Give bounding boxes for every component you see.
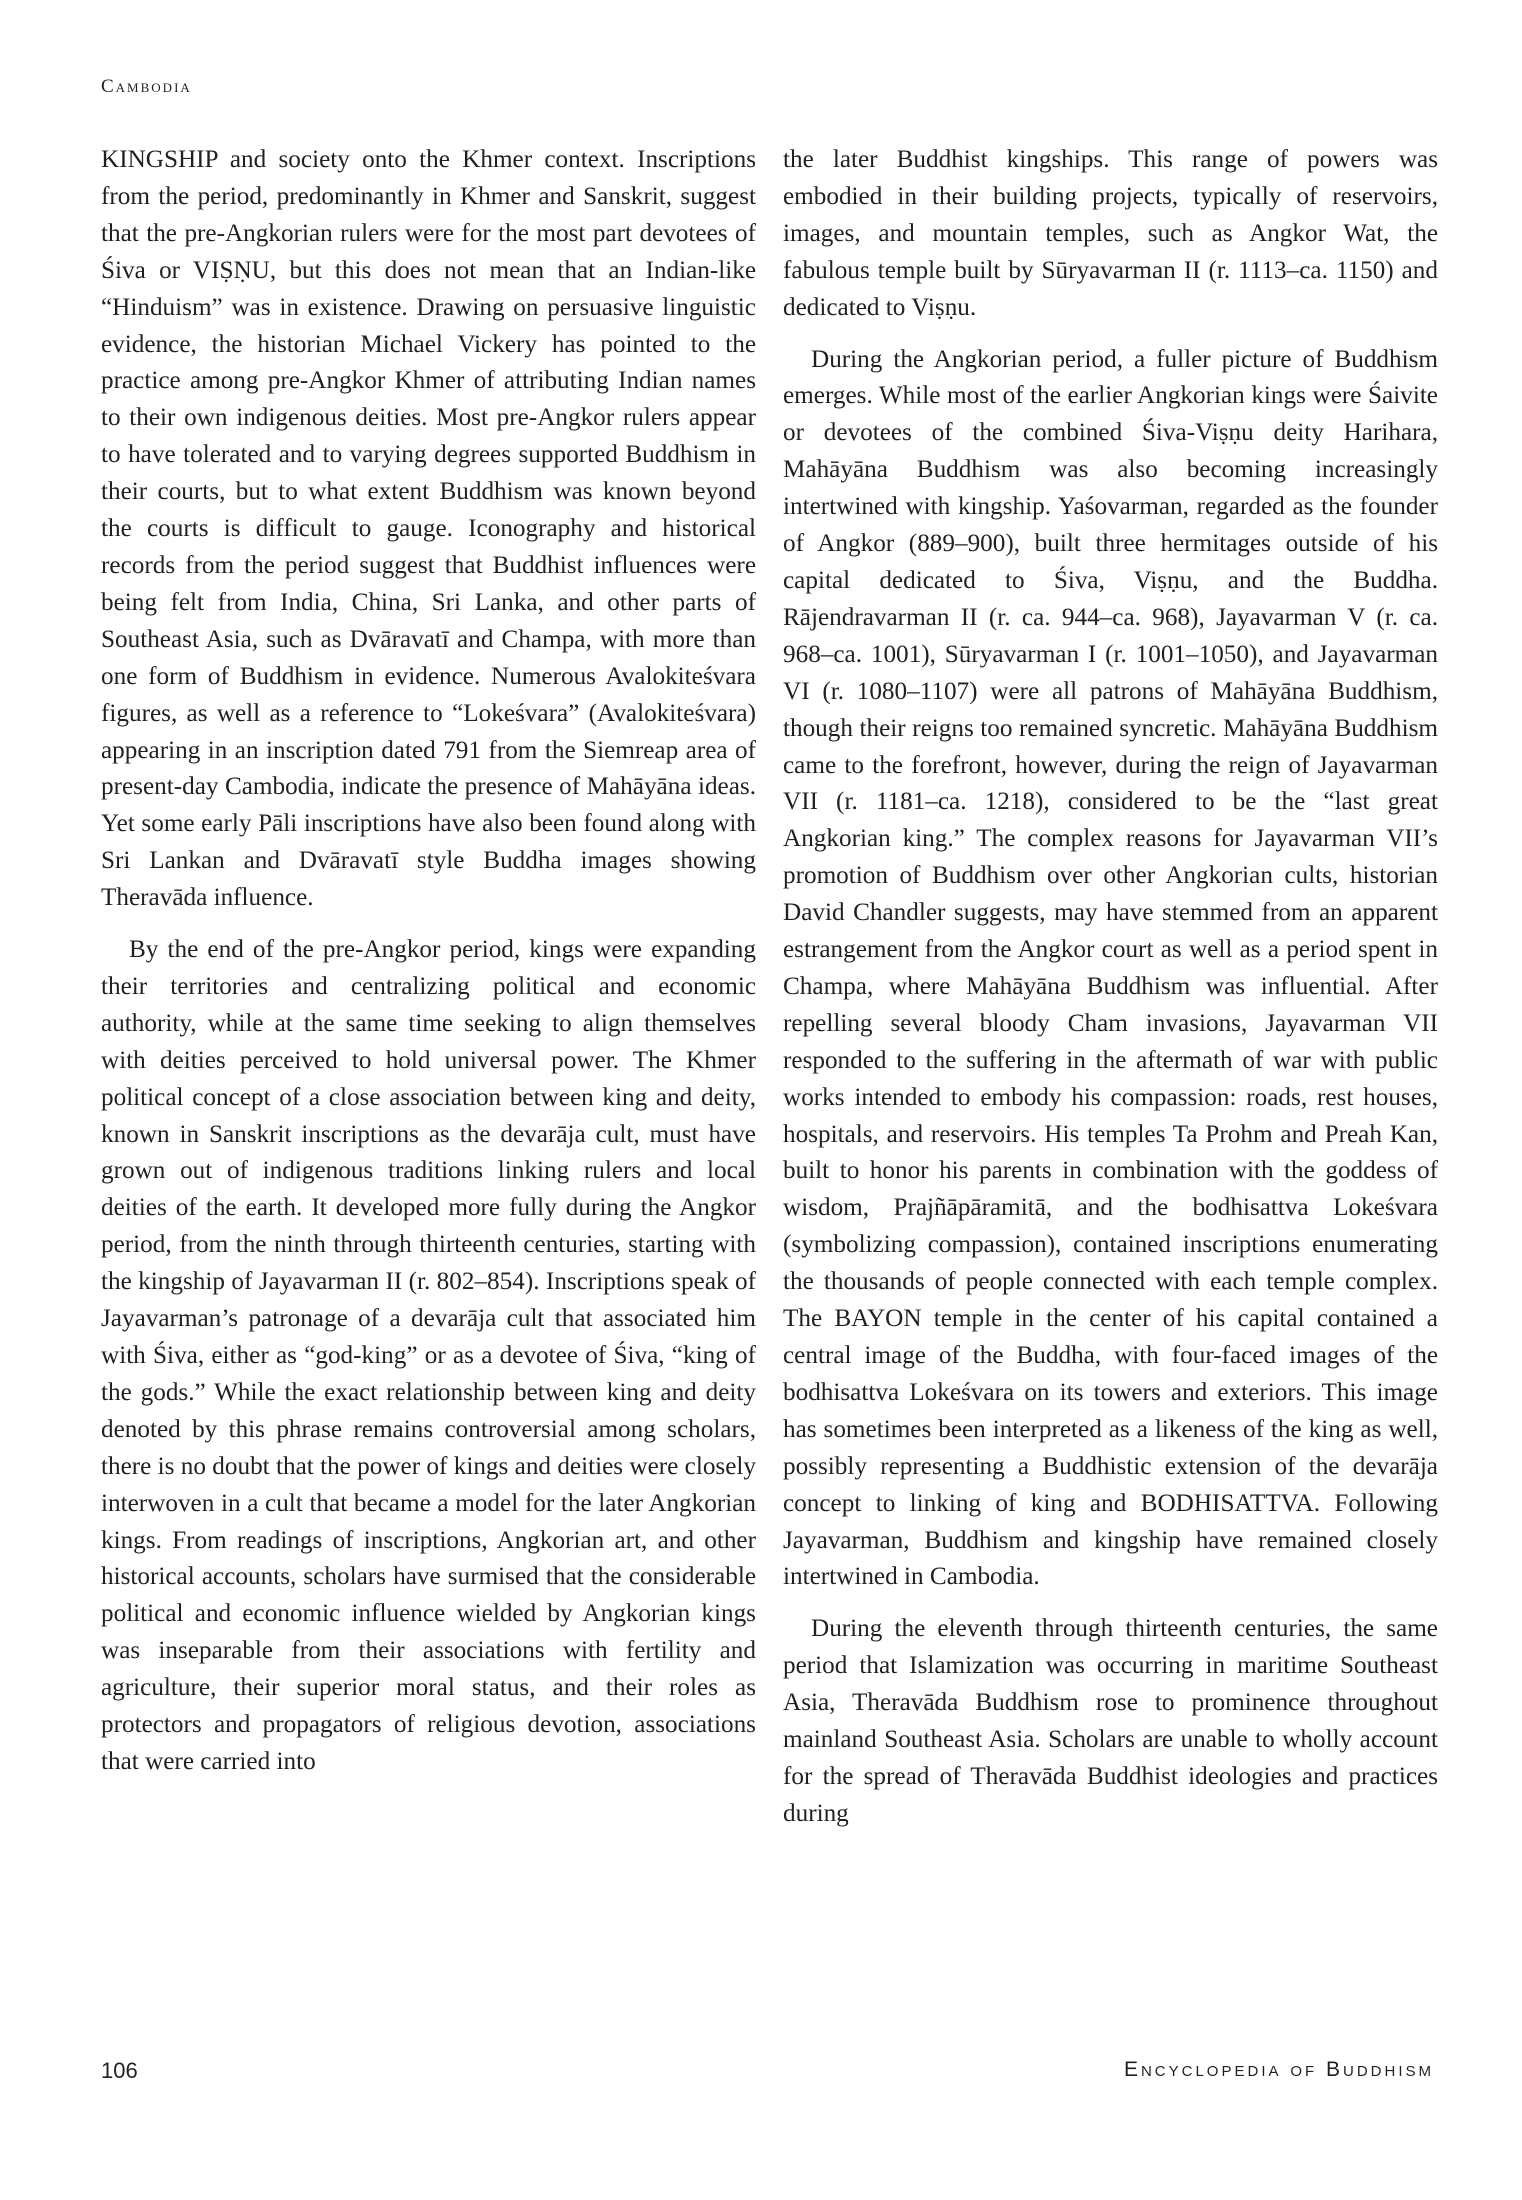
paragraph: By the end of the pre-Angkor period, kings were expanding their territories and centralizing political and economic authority, while at the same time seeking to align themselves with deities perceived to hold universal power. The Khmer political concept of a close association between king and deity, known in Sanskrit inscriptions as the devarāja cult, must have grown out of indigenous traditions linking rulers and local deities of the earth. It developed more fully during the Angkor period, from the ninth through thirteenth centuries, starting with the kingship of Jayavarman II (r. 802–854). Inscriptions speak of Jayavarman’s patronage of a devarāja cult that associated him with Śiva, either as “god-king” or as a devotee of Śiva, “king of the gods.” While the exact relationship between king and deity denoted by this phrase remains controversial among scholars, there is no doubt that the power of kings and deities were closely interwoven in a cult that became a model for the later Angkorian kings. From readings of inscriptions, Angkorian art, and other historical accounts, scholars have surmised that the considerable political and economic influence wielded by Angkorian kings was inseparable from their associations with fertility and agriculture, their superior moral status, and their roles as protectors and propagators of religious devotion, associations that were carried into [101,936,756,1775]
paragraph: KINGSHIP and society onto the Khmer context. Inscriptions from the period, predominantly in Khmer and Sanskrit, suggest that the pre-Angkorian rulers were for the most part devotees of Śiva or VIṢṆU, but this does not mean that an Indian-like “Hinduism” was in existence. Drawing on persuasive linguistic evidence, the historian Michael Vickery has pointed to the practice among pre-Angkor Khmer of attributing Indian names to their own indigenous deities. Most pre-Angkor rulers appear to have tolerated and to varying degrees supported Buddhism in their courts, but to what extent Buddhism was known beyond the courts is difficult to gauge. Iconography and historical records from the period suggest that Buddhist influences were being felt from India, China, Sri Lanka, and other parts of Southeast Asia, such as Dvāravatī and Champa, with more than one form of Buddhism in evidence. Numerous Avalokiteśvara figures, as well as a reference to “Lokeśvara” (Avalokiteśvara) appearing in an inscription dated 791 from the Siemreap area of present-day Cambodia, indicate the presence of Mahāyāna ideas. Yet some early Pāli inscriptions have also been found along with Sri Lankan and Dvāravatī style Buddha images showing Theravāda influence. [101,146,756,912]
page-number: 106 [101,2058,138,2083]
running-head: Cambodia [101,76,192,97]
right-column [783,142,1438,1848]
left-column [101,142,756,1796]
paragraph: During the eleventh through thirteenth centuries, the same period that Islamization was occurring in maritime Southeast Asia, Theravāda Buddhism rose to prominence throughout mainland Southeast Asia. Scholars are unable to wholly account for the spread of Theravāda Buddhist ideologies and practices during [783,1615,1438,1827]
paragraph: During the Angkorian period, a fuller picture of Buddhism emerges. While most of the earlier Angkorian kings were Śaivite or devotees of the combined Śiva-Viṣṇu deity Harihara, Mahāyāna Buddhism was also becoming increasingly intertwined with kingship. Yaśovarman, regarded as the founder of Angkor (889–900), built three hermitages outside of his capital dedicated to Śiva, Viṣṇu, and the Buddha. Rājendravarman II (r. ca. 944–ca. 968), Jayavarman V (r. ca. 968–ca. 1001), Sūryavarman I (r. 1001–1050), and Jayavarman VI (r. 1080–1107) were all patrons of Mahāyāna Buddhism, though their reigns too remained syncretic. Mahāyāna Buddhism came to the forefront, however, during the reign of Jayavarman VII (r. 1181–ca. 1218), considered to be the “last great Angkorian king.” The complex reasons for Jayavarman VII’s promotion of Buddhism over other Angkorian cults, historian David Chandler suggests, may have stemmed from an apparent estrangement from the Angkor court as well as a period spent in Champa, where Mahāyāna Buddhism was influential. After repelling several bloody Cham invasions, Jayavarman VII responded to the suffering in the aftermath of war with public works intended to embody his compassion: roads, rest houses, hospitals, and reservoirs. His temples Ta Prohm and Preah Kan, built to honor his parents in combination with the goddess of wisdom, Prajñāpāramitā, and the bodhisattva Lokeśvara (symbolizing compassion), contained inscriptions enumerating the thousands of people connected with each temple complex. The BAYON temple in the center of his capital contained a central image of the Buddha, with four-faced images of the bodhisattva Lokeśvara on its towers and exteriors. This image has sometimes been interpreted as a likeness of the king as well, possibly representing a Buddhistic extension of the devarāja concept to linking of king and BODHISATTVA. Following Jayavarman, Buddhism and kingship have remained closely intertwined in Cambodia. [783,345,1438,1591]
book-title: Encyclopedia of Buddhism [1123,2058,1434,2081]
paragraph: the later Buddhist kingships. This range of powers was embodied in their building projects, typically of reservoirs, images, and mountain temples, such as Angkor Wat, the fabulous temple built by Sūryavarman II (r. 1113–ca. 1150) and dedicated to Viṣṇu. [783,146,1438,321]
